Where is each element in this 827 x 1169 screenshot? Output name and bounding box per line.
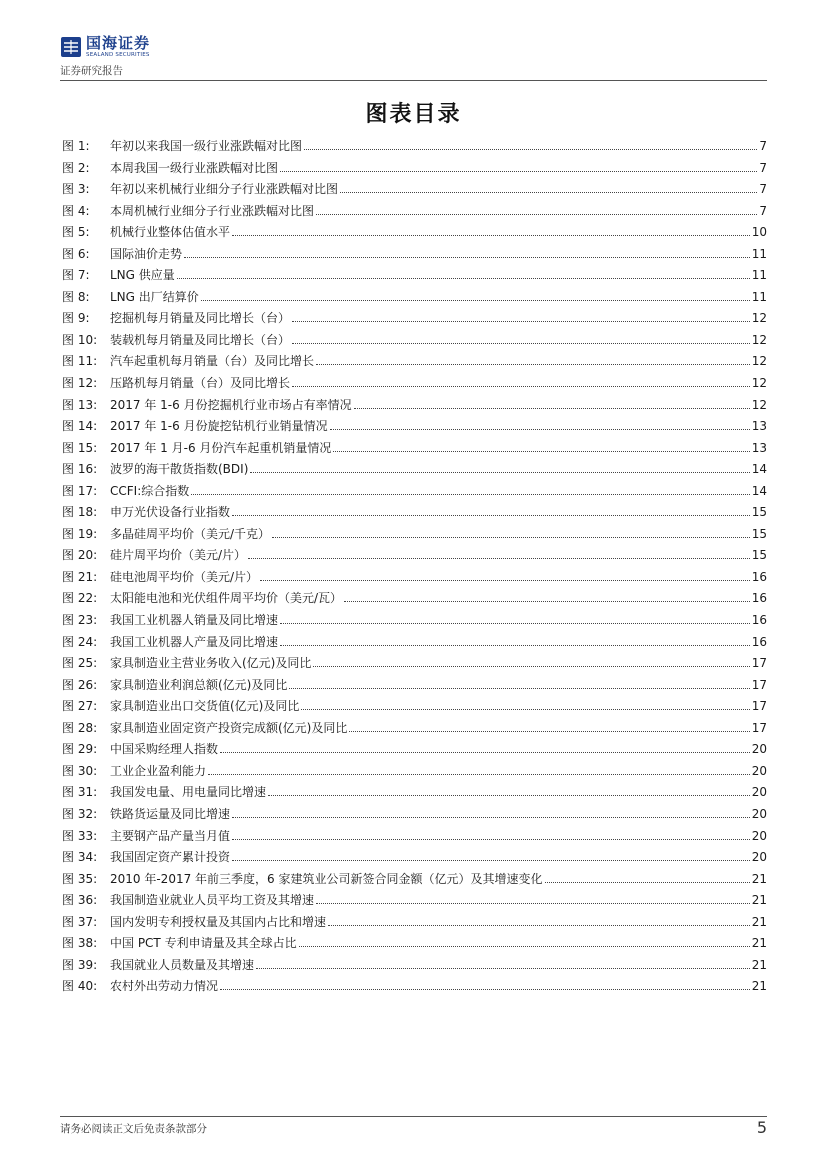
toc-entry-title[interactable]: 硅片周平均价（美元/片） <box>110 548 247 563</box>
toc-entry-label: 图 23: <box>62 613 98 628</box>
toc-entry-title[interactable]: 机械行业整体估值水平 <box>110 225 231 240</box>
brand-name-en: SEALAND SECURITIES <box>86 52 150 58</box>
toc-entry-page[interactable]: 11 <box>751 246 767 261</box>
toc-entry[interactable] <box>62 546 767 568</box>
toc-entry-title[interactable]: 本周机械行业细分子行业涨跌幅对比图 <box>110 203 315 218</box>
toc-entry-label: 图 15: <box>62 440 98 455</box>
toc-entry-title[interactable]: 年初以来我国一级行业涨跌幅对比图 <box>110 139 303 153</box>
toc-dot-leader <box>232 839 750 840</box>
toc-entry[interactable] <box>62 913 767 935</box>
toc-entry-title[interactable]: 太阳能电池和光伏组件周平均价（美元/瓦） <box>110 591 343 606</box>
toc-entry-page[interactable]: 20 <box>751 785 767 800</box>
toc-entry-label: 图 24: <box>62 634 98 649</box>
toc-entry[interactable] <box>62 417 767 439</box>
toc-dot-leader <box>333 451 749 452</box>
toc-entry[interactable] <box>62 805 767 827</box>
toc-entry-label: 图 11: <box>62 354 98 369</box>
toc-entry-page[interactable]: 11 <box>751 268 767 283</box>
toc-entry-page[interactable]: 11 <box>751 289 767 304</box>
toc-entry[interactable] <box>62 460 767 482</box>
toc-dot-leader <box>250 472 749 473</box>
toc-entry-page[interactable]: 20 <box>751 828 767 843</box>
toc-entry[interactable] <box>62 654 767 676</box>
toc-dot-leader <box>201 300 750 301</box>
toc-entry-label: 图 33: <box>62 828 98 843</box>
toc-entry-label: 图 27: <box>62 699 98 714</box>
toc-entry[interactable] <box>62 611 767 633</box>
toc-entry-label: 图 32: <box>62 806 98 821</box>
page-header <box>60 36 767 78</box>
toc-entry-page[interactable]: 12 <box>751 397 767 412</box>
toc-entry-label: 图 28: <box>62 720 98 735</box>
toc-entry-title[interactable]: 硅电池周平均价（美元/片） <box>110 569 259 584</box>
toc-entry[interactable] <box>62 482 767 504</box>
toc-entry-title[interactable]: 我国固定资产累计投资 <box>110 850 231 865</box>
toc-entry-page[interactable]: 20 <box>751 850 767 865</box>
toc-entry[interactable] <box>62 309 767 331</box>
toc-entry-title[interactable]: 家具制造业出口交货值(亿元)及同比 <box>110 699 300 714</box>
toc-dot-leader <box>349 731 749 732</box>
toc-entry-page[interactable]: 7 <box>759 203 767 218</box>
toc-entry-title[interactable]: 中国 PCT 专利申请量及其全球占比 <box>110 936 297 951</box>
toc-dot-leader <box>313 666 749 667</box>
report-type: 证券研究报告 <box>60 65 123 77</box>
toc-entry-label: 图 18: <box>62 505 98 520</box>
toc-dot-leader <box>280 623 750 624</box>
toc-entry[interactable] <box>62 202 767 224</box>
toc-dot-leader <box>340 192 757 193</box>
toc-dot-leader <box>248 558 750 559</box>
toc-entry-title[interactable]: 国内发明专利授权量及其国内占比和增速 <box>110 914 327 929</box>
toc-entry-label: 图 17: <box>62 483 98 498</box>
toc-entry[interactable] <box>62 891 767 913</box>
toc-dot-leader <box>220 989 750 990</box>
toc-entry-label: 图 5: <box>62 225 90 240</box>
toc-entry[interactable] <box>62 396 767 418</box>
toc-entry-page[interactable]: 15 <box>751 548 767 563</box>
toc-dot-leader <box>304 149 757 150</box>
toc-entry-title[interactable]: 农村外出劳动力情况 <box>110 979 219 994</box>
toc-dot-leader <box>260 580 750 581</box>
toc-entry-page[interactable]: 20 <box>751 763 767 778</box>
toc-entry-title[interactable]: LNG 出厂结算价 <box>110 289 199 304</box>
toc-entry-label: 图 31: <box>62 785 98 800</box>
toc-entry-page[interactable]: 13 <box>751 440 767 455</box>
toc-entry-title[interactable]: 压路机每月销量（台）及同比增长 <box>110 376 291 391</box>
toc-entry[interactable] <box>62 934 767 956</box>
toc-entry-page[interactable]: 12 <box>751 311 767 326</box>
toc-entry[interactable] <box>62 503 767 525</box>
toc-entry-label: 图 9: <box>62 311 90 326</box>
toc-dot-leader <box>184 257 750 258</box>
toc-entry-label: 图 29: <box>62 742 98 757</box>
toc-dot-leader <box>232 235 750 236</box>
toc-entry-page[interactable]: 21 <box>751 979 767 994</box>
footer-divider <box>60 1116 767 1117</box>
toc-entry[interactable] <box>62 331 767 353</box>
toc-dot-leader <box>272 537 750 538</box>
toc-entry-title[interactable]: 我国制造业就业人员平均工资及其增速 <box>110 893 315 908</box>
toc-entry-label: 图 7: <box>62 268 90 283</box>
toc-entry-page[interactable]: 10 <box>751 225 767 240</box>
toc-entry-label: 图 40: <box>62 979 98 994</box>
toc-dot-leader <box>330 429 750 430</box>
toc-entry[interactable] <box>62 676 767 698</box>
toc-entry-title[interactable]: 多晶硅周平均价（美元/千克） <box>110 526 271 541</box>
toc-entry-page[interactable]: 21 <box>751 936 767 951</box>
toc-entry-title[interactable]: 家具制造业利润总额(亿元)及同比 <box>110 677 288 692</box>
toc-entry-title[interactable]: 我国工业机器人销量及同比增速 <box>110 613 279 628</box>
toc-dot-leader <box>292 343 750 344</box>
figure-list <box>62 137 767 999</box>
toc-entry[interactable] <box>62 439 767 461</box>
toc-entry-title[interactable]: 2017 年 1 月-6 月份汽车起重机销量情况 <box>110 440 332 455</box>
toc-entry-title[interactable]: 国际油价走势 <box>110 246 183 261</box>
toc-dot-leader <box>220 752 750 753</box>
toc-entry-page[interactable]: 21 <box>751 957 767 972</box>
toc-entry-page[interactable]: 16 <box>751 569 767 584</box>
toc-dot-leader <box>232 860 750 861</box>
toc-entry-label: 图 30: <box>62 763 98 778</box>
toc-dot-leader <box>328 925 750 926</box>
toc-entry[interactable] <box>62 525 767 547</box>
toc-entry-page[interactable]: 17 <box>751 677 767 692</box>
toc-entry-page[interactable]: 17 <box>751 656 767 671</box>
toc-entry-label: 图 20: <box>62 548 98 563</box>
toc-entry-label: 图 8: <box>62 289 90 304</box>
toc-entry[interactable] <box>62 956 767 978</box>
toc-dot-leader <box>256 968 750 969</box>
toc-entry-page[interactable]: 16 <box>751 591 767 606</box>
toc-entry[interactable] <box>62 223 767 245</box>
toc-entry-page[interactable]: 12 <box>751 332 767 347</box>
toc-entry-label: 图 19: <box>62 526 98 541</box>
toc-entry[interactable] <box>62 697 767 719</box>
toc-entry-label: 图 25: <box>62 656 98 671</box>
toc-dot-leader <box>191 494 749 495</box>
toc-dot-leader <box>344 601 750 602</box>
toc-entry[interactable] <box>62 827 767 849</box>
toc-entry-page[interactable]: 16 <box>751 613 767 628</box>
toc-entry-title[interactable]: 主要钢产品产量当月值 <box>110 828 231 843</box>
toc-entry-label: 图 2: <box>62 160 90 175</box>
toc-entry-page[interactable]: 20 <box>751 742 767 757</box>
toc-entry-page[interactable]: 12 <box>751 376 767 391</box>
toc-entry-label: 图 14: <box>62 419 98 434</box>
toc-entry-title[interactable]: 装载机每月销量及同比增长（台） <box>110 332 291 347</box>
toc-entry[interactable] <box>62 740 767 762</box>
toc-entry-label: 图 1: <box>62 139 90 153</box>
toc-entry-page[interactable]: 7 <box>759 160 767 175</box>
toc-dot-leader <box>292 386 750 387</box>
header-divider <box>60 80 767 81</box>
toc-entry-title[interactable]: 2017 年 1-6 月份旋挖钻机行业销量情况 <box>110 419 328 434</box>
toc-entry-label: 图 37: <box>62 914 98 929</box>
toc-dot-leader <box>280 171 757 172</box>
toc-entry-title[interactable]: 年初以来机械行业细分子行业涨跌幅对比图 <box>110 182 339 197</box>
page-title: 图表目录 <box>365 102 462 127</box>
toc-entry[interactable] <box>62 977 767 999</box>
toc-entry-page[interactable]: 21 <box>751 893 767 908</box>
toc-entry-label: 图 21: <box>62 569 98 584</box>
toc-dot-leader <box>354 408 750 409</box>
toc-entry-page[interactable]: 17 <box>751 720 767 735</box>
toc-entry-label: 图 13: <box>62 397 98 412</box>
toc-entry-title[interactable]: 本周我国一级行业涨跌幅对比图 <box>110 160 279 175</box>
toc-entry-label: 图 10: <box>62 332 98 347</box>
sealand-logo-icon <box>60 36 82 58</box>
toc-dot-leader <box>301 709 749 710</box>
toc-entry[interactable] <box>62 589 767 611</box>
toc-entry-page[interactable]: 16 <box>751 634 767 649</box>
toc-entry-title[interactable]: 2017 年 1-6 月份挖掘机行业市场占有率情况 <box>110 397 352 412</box>
toc-entry-title[interactable]: 挖掘机每月销量及同比增长（台） <box>110 311 291 326</box>
toc-entry-title[interactable]: LNG 供应量 <box>110 268 175 283</box>
toc-entry[interactable] <box>62 848 767 870</box>
toc-entry-page[interactable]: 13 <box>751 419 767 434</box>
toc-dot-leader <box>232 817 750 818</box>
toc-entry-page[interactable]: 14 <box>751 483 767 498</box>
toc-entry-page[interactable]: 15 <box>751 505 767 520</box>
toc-dot-leader <box>316 364 750 365</box>
toc-dot-leader <box>232 515 750 516</box>
toc-entry-label: 图 26: <box>62 677 98 692</box>
toc-entry-page[interactable]: 17 <box>751 699 767 714</box>
toc-entry-page[interactable]: 21 <box>751 871 767 886</box>
toc-entry-page[interactable]: 14 <box>751 462 767 477</box>
disclaimer-note: 请务必阅读正文后免责条款部分 <box>60 1123 207 1135</box>
toc-dot-leader <box>299 946 750 947</box>
toc-dot-leader <box>316 214 757 215</box>
toc-entry[interactable] <box>62 352 767 374</box>
toc-entry-page[interactable]: 21 <box>751 914 767 929</box>
toc-entry-title[interactable]: 工业企业盈利能力 <box>110 763 207 778</box>
toc-entry[interactable] <box>62 633 767 655</box>
toc-dot-leader <box>280 645 750 646</box>
toc-entry-page[interactable]: 7 <box>759 182 767 197</box>
toc-entry[interactable] <box>62 159 767 181</box>
toc-entry[interactable] <box>62 245 767 267</box>
toc-entry-label: 图 38: <box>62 936 98 951</box>
toc-dot-leader <box>292 321 750 322</box>
toc-entry[interactable] <box>62 137 767 159</box>
toc-entry-title[interactable]: 铁路货运量及同比增速 <box>110 806 231 821</box>
toc-entry-label: 图 16: <box>62 462 98 477</box>
toc-entry-title[interactable]: 家具制造业主营业务收入(亿元)及同比 <box>110 656 312 671</box>
toc-entry-title[interactable]: 我国工业机器人产量及同比增速 <box>110 634 279 649</box>
toc-entry-title[interactable]: 汽车起重机每月销量（台）及同比增长 <box>110 354 315 369</box>
toc-entry-label: 图 39: <box>62 957 98 972</box>
toc-entry-label: 图 36: <box>62 893 98 908</box>
toc-entry-title[interactable]: 中国采购经理人指数 <box>110 742 219 757</box>
toc-entry-label: 图 22: <box>62 591 98 606</box>
toc-entry-page[interactable]: 15 <box>751 526 767 541</box>
toc-entry[interactable] <box>62 288 767 310</box>
toc-entry[interactable] <box>62 568 767 590</box>
toc-dot-leader <box>177 278 750 279</box>
toc-entry-page[interactable]: 12 <box>751 354 767 369</box>
toc-entry-label: 图 3: <box>62 182 90 197</box>
toc-entry-page[interactable]: 7 <box>759 139 767 153</box>
toc-entry-page[interactable]: 20 <box>751 806 767 821</box>
toc-dot-leader <box>289 688 749 689</box>
toc-entry[interactable] <box>62 719 767 741</box>
toc-entry-label: 图 6: <box>62 246 90 261</box>
toc-entry[interactable] <box>62 870 767 892</box>
toc-entry-label: 图 4: <box>62 203 90 218</box>
toc-entry[interactable] <box>62 266 767 288</box>
brand-logo <box>60 36 150 59</box>
toc-dot-leader <box>545 882 750 883</box>
page-number: 5 <box>756 1118 767 1137</box>
toc-dot-leader <box>268 795 750 796</box>
toc-entry-title[interactable]: 家具制造业固定资产投资完成额(亿元)及同比 <box>110 720 348 735</box>
toc-dot-leader <box>316 903 750 904</box>
toc-entry-label: 图 35: <box>62 871 98 886</box>
toc-entry-title[interactable]: 波罗的海干散货指数(BDI) <box>110 462 249 477</box>
toc-entry-label: 图 34: <box>62 850 98 865</box>
toc-entry-title[interactable]: 我国发电量、用电量同比增速 <box>110 785 267 800</box>
toc-dot-leader <box>208 774 750 775</box>
toc-entry[interactable] <box>62 783 767 805</box>
toc-entry[interactable] <box>62 762 767 784</box>
toc-entry-title[interactable]: CCFI:综合指数 <box>110 483 190 498</box>
toc-entry-label: 图 12: <box>62 376 98 391</box>
toc-entry[interactable] <box>62 180 767 202</box>
toc-entry-title[interactable]: 我国就业人员数量及其增速 <box>110 957 255 972</box>
toc-entry-title[interactable]: 2010 年-2017 年前三季度，6 家建筑业公司新签合同金额（亿元）及其增速变化 <box>110 871 543 886</box>
toc-entry-title[interactable]: 申万光伏设备行业指数 <box>110 505 231 520</box>
brand-name-cn: 国海证券 <box>86 34 151 52</box>
toc-entry[interactable] <box>62 374 767 396</box>
